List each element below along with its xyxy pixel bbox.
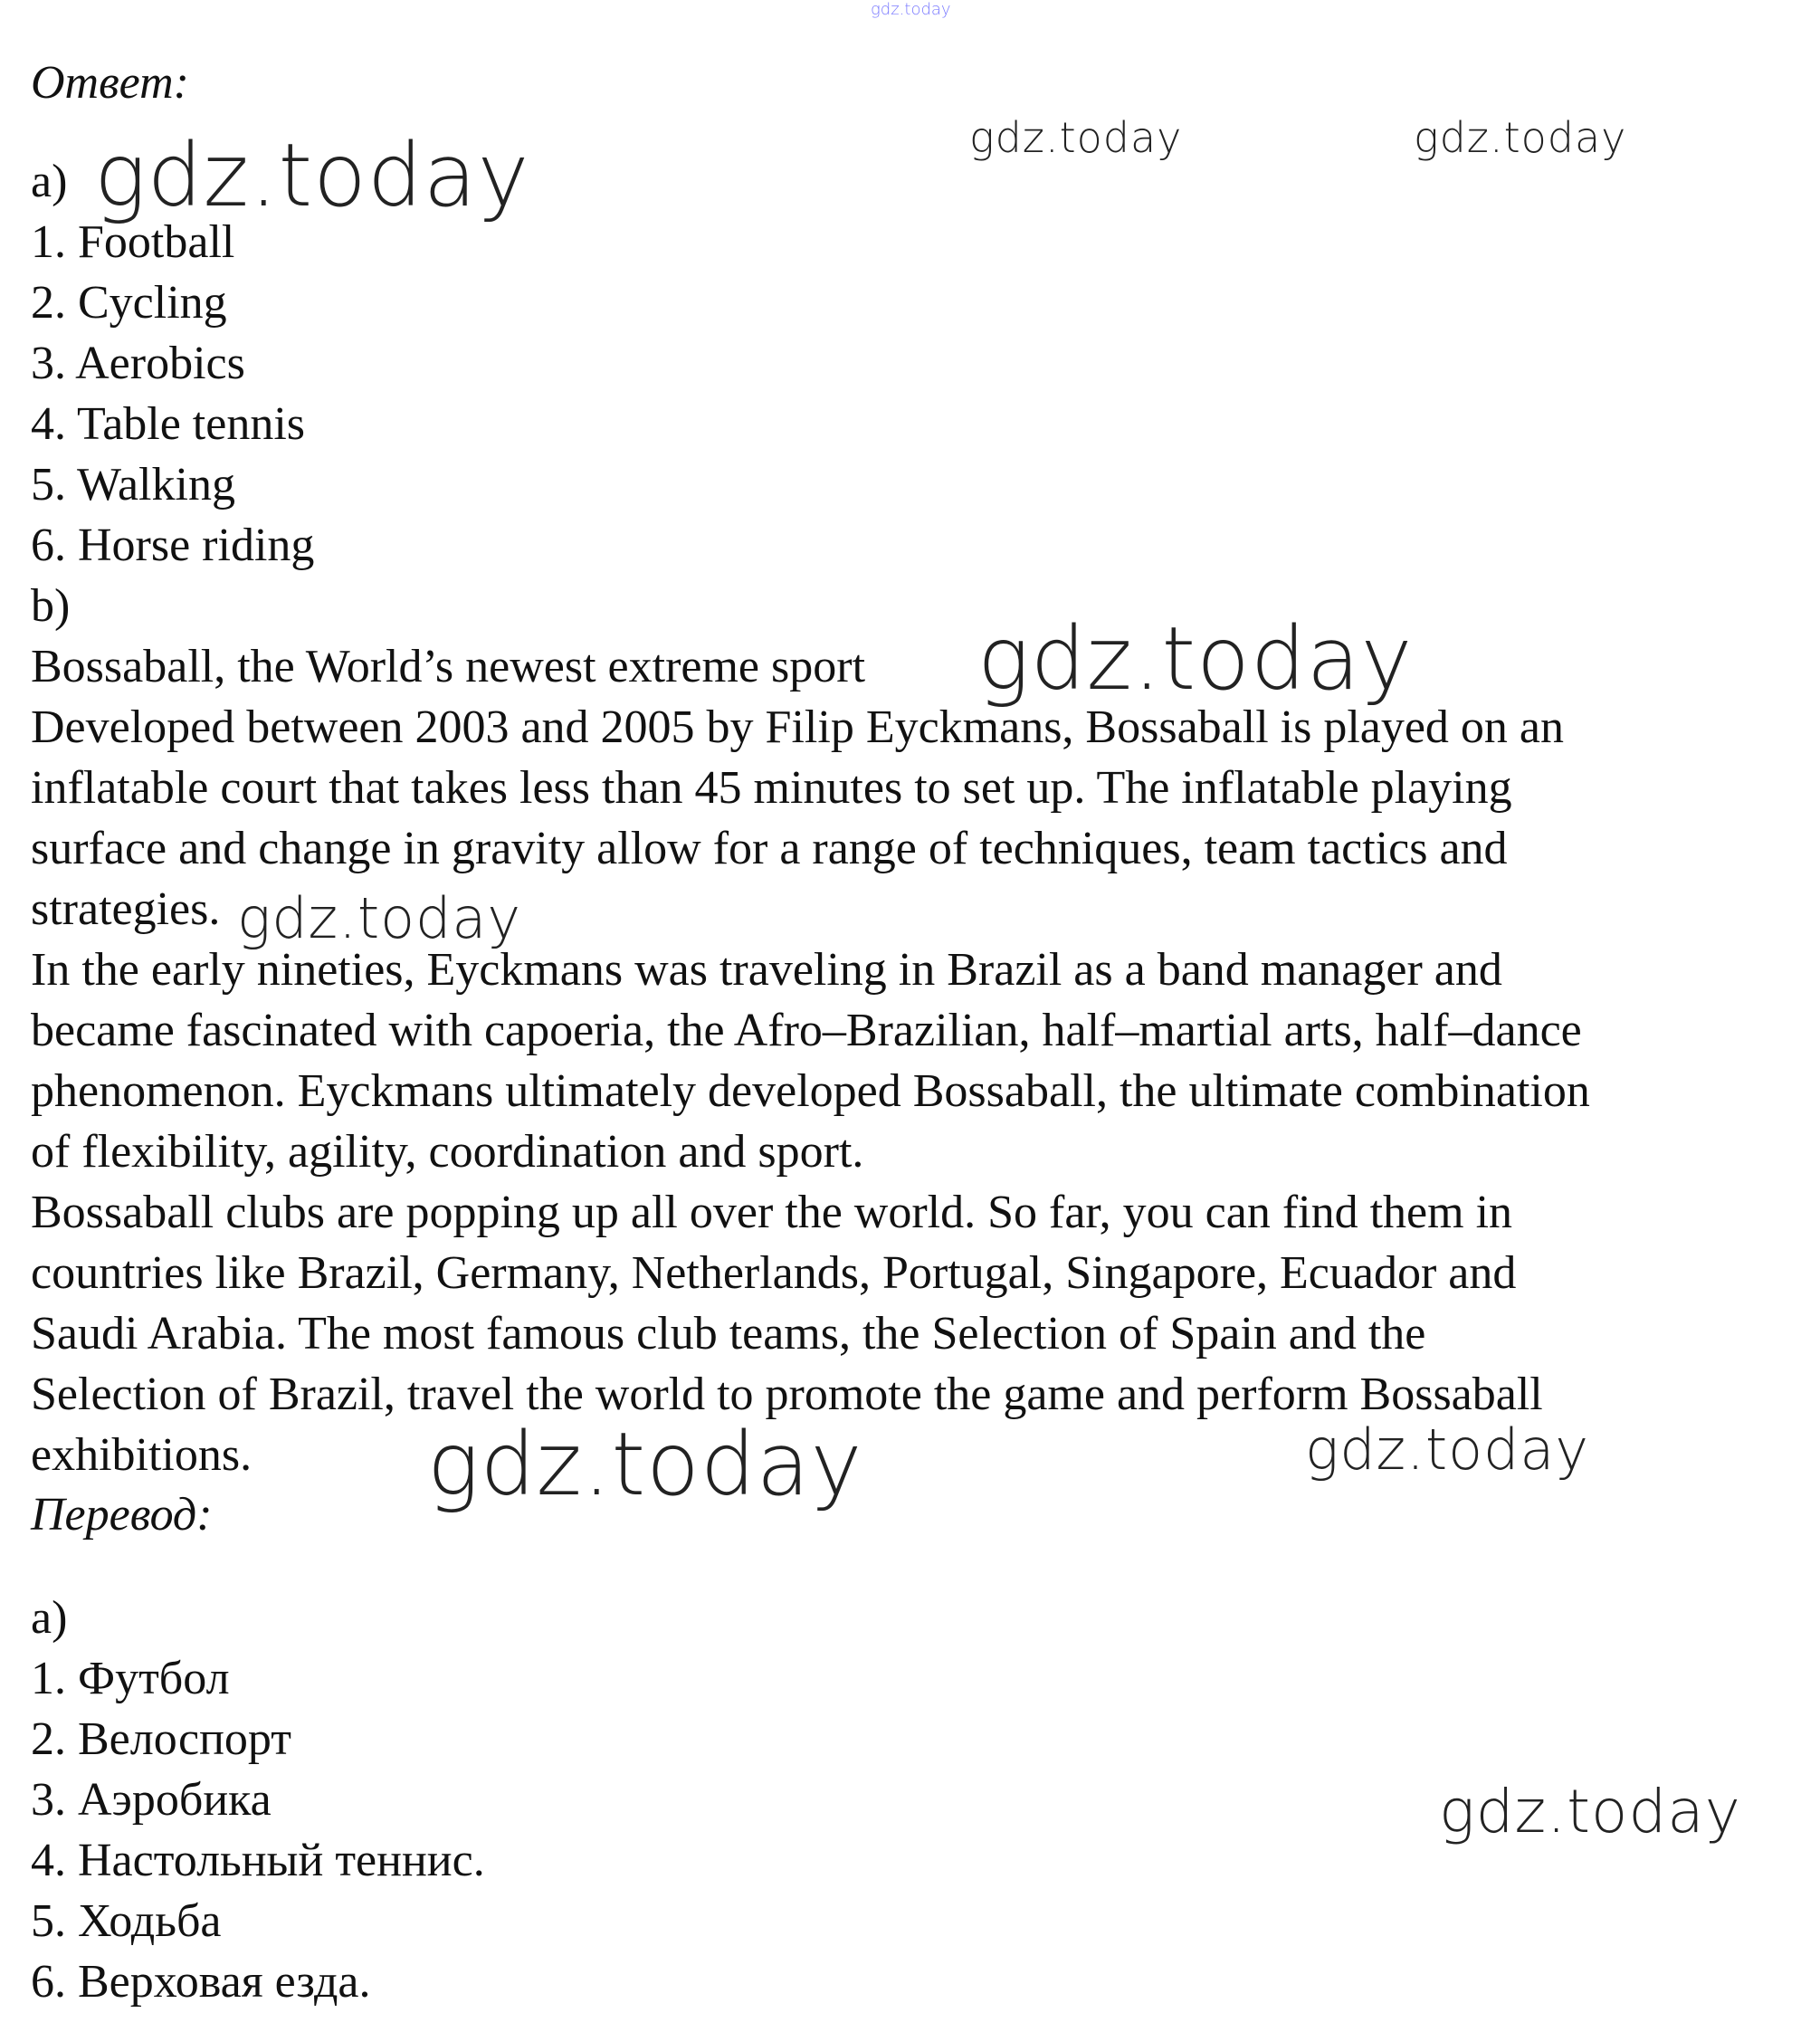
paragraph-line: Saudi Arabia. The most famous club teams, the Selection of Spain and the xyxy=(31,1308,1426,1359)
list-item: 2. Велоспорт xyxy=(31,1713,291,1765)
list-item: 2. Cycling xyxy=(31,277,227,329)
paragraph-line: countries like Brazil, Germany, Netherlands, Portugal, Singapore, Ecuador and xyxy=(31,1247,1517,1299)
list-item: 1. Football xyxy=(31,216,235,268)
list-item: 6. Верховая езда. xyxy=(31,1956,371,2008)
watermark: gdz.today xyxy=(237,885,522,951)
list-item: 4. Table tennis xyxy=(31,398,306,450)
watermark: gdz.today xyxy=(1305,1417,1590,1483)
translation-heading: Перевод: xyxy=(31,1489,213,1541)
watermark-top: gdz.today xyxy=(871,0,951,19)
list-item: 5. Walking xyxy=(31,459,235,510)
paragraph-line: of flexibility, agility, coordination and sport. xyxy=(31,1126,864,1178)
part-a-label xyxy=(31,151,67,212)
paragraph-line: phenomenon. Eyckmans ultimately developed Bossaball, the ultimate combination xyxy=(31,1065,1590,1117)
watermark: gdz.today xyxy=(969,113,1183,162)
answer-heading: Ответ: xyxy=(31,57,189,109)
list-item: 3. Aerobics xyxy=(31,338,245,389)
paragraph-line: In the early nineties, Eyckmans was traveling in Brazil as a band manager and xyxy=(31,944,1502,996)
list-item: 4. Настольный теннис. xyxy=(31,1835,485,1886)
paragraph-line: Selection of Brazil, travel the world to promote the game and perform Bossaball xyxy=(31,1369,1543,1420)
watermark: gdz.today xyxy=(1439,1777,1741,1846)
paragraph-line: inflatable court that takes less than 45 minutes to set up. The inflatable playing xyxy=(31,762,1512,814)
list-item: 5. Ходьба xyxy=(31,1895,222,1947)
article-title-text: Bossaball, the World’s newest extreme sport xyxy=(31,641,866,692)
paragraph-line: strategies. xyxy=(31,883,221,935)
part-a-label-text: a) xyxy=(31,156,68,207)
part-b-label: b) xyxy=(31,580,71,632)
paragraph-line: exhibitions. xyxy=(31,1429,253,1481)
paragraph-2 xyxy=(31,940,1590,1182)
translation-part-a xyxy=(31,1588,485,2012)
list-item: 3. Аэробика xyxy=(31,1774,272,1826)
watermark: gdz.today xyxy=(1414,113,1627,162)
paragraph-line: became fascinated with capoeria, the Afro–Brazilian, half–martial arts, half–dance xyxy=(31,1005,1582,1056)
paragraph-line: Bossaball clubs are popping up all over the world. So far, you can find them in xyxy=(31,1187,1513,1238)
translation-part-a-label: a) xyxy=(31,1592,68,1644)
paragraph-line: Developed between 2003 and 2005 by Filip Eyckmans, Bossaball is played on an xyxy=(31,701,1565,753)
list-item: 1. Футбол xyxy=(31,1653,230,1704)
watermark: gdz.today xyxy=(977,608,1414,710)
article-title xyxy=(31,636,865,697)
watermark: gdz.today xyxy=(94,125,530,226)
watermark: gdz.today xyxy=(427,1414,863,1515)
list-item: 6. Horse riding xyxy=(31,520,315,571)
part-a-list xyxy=(31,212,314,636)
paragraph-line: surface and change in gravity allow for a range of techniques, team tactics and xyxy=(31,823,1508,874)
